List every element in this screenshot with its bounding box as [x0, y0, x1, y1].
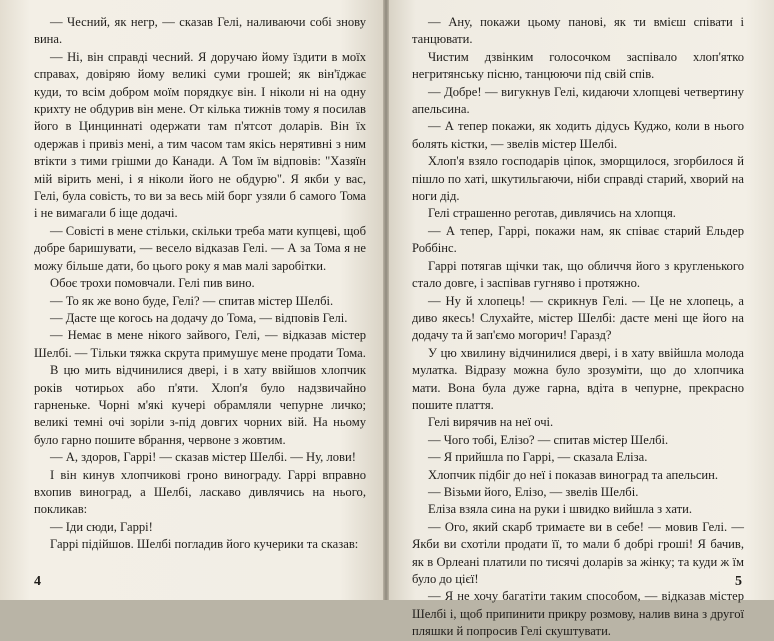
paragraph: — Ану, покажи цьому панові, як ти вмієш співати і танцювати.	[412, 15, 744, 47]
paragraph: — Іди сюди, Гаррі!	[50, 519, 153, 534]
paragraph: Гаррі потягав щічки так, що обличчя його з кругленького стало довге, і заспівав гугняво і протяжно.	[412, 258, 744, 291]
paragraph: Гелі вирячив на неї очі.	[428, 415, 554, 430]
book-gutter	[383, 0, 389, 600]
paragraph: — Я прийшла по Гаррі, — сказала Еліза.	[428, 450, 648, 465]
paragraph: — Ого, який скарб тримаєте ви в себе! — мовив Гелі. — Якби ви схотіли продати її, то мали б добрі гроші! Я бачив, як в Орлеані платили по тисячі доларів за жінку; та куди ж їм було до цієї!	[412, 519, 744, 586]
paragraph: І він кинув хлопчикові гроно винограду. Гаррі вправно вхопив виноград, а Шелбі, ласкаво дивлячись на нього, покликав:	[34, 467, 366, 517]
paragraph: — А тепер покажи, як ходить дідусь Куджо, коли в нього болять кістки, — звелів містер Шелбі.	[412, 119, 744, 151]
paragraph: — Ну й хлопець! — скрикнув Гелі. — Це не хлопець, а диво якесь! Слухайте, містер Шелбі: дасте мені ще його на додачу та й зап'ємо могорич! Гаразд?	[412, 293, 744, 343]
left-page-text	[34, 14, 366, 554]
paragraph: Обоє трохи помовчали. Гелі пив вино.	[50, 276, 255, 291]
right-page	[386, 0, 774, 639]
paragraph: Хлоп'я взяло господарів ціпок, зморщилося, згорбилося й пішло по хаті, шкутильгаючи, ніби справді старий, хворий на ноги дід.	[412, 154, 744, 204]
paragraph: — Ні, він справді чесний. Я доручаю йому їздити в моїх справах, довіряю йому великі суми грошей; як він'їджає куди, то всім добром моїм порядкує він. І ніколи ні на одну крихту не обдурив він мене. От кілька тижнів тому я посилав його в Цинциннаті одержати там п'ятсот доларів. Він їх одержав і привіз мені, а тим часом там якісь нерятивні з ним втікти з тими грішми до Канади. А Том їм відповів: "Хазяїн мій вірить мені, і я ніколи його не обдурю". Я якби у вас, Гелі, була совість, то ви за весь мій борг узяли б самого Тома і не вимагали б іще додачі.	[34, 49, 366, 221]
paragraph: — Візьми його, Елізо, — звелів Шелбі.	[428, 484, 639, 499]
paragraph: — Совісті в мене стільки, скільки треба мати купцеві, щоб добре баришувати, — весело відказав Гелі. — А за Тома я не можу більше дати, бо цього року я мав малі заробітки.	[34, 223, 366, 273]
paragraph: Еліза взяла сина на руки і швидко вийшла з хати.	[428, 502, 693, 517]
page-number-left: 4	[34, 574, 41, 589]
paragraph: Хлопчик підбіг до неї і показав виноград та апельсин.	[428, 467, 719, 482]
paragraph: — То як же воно буде, Гелі? — спитав містер Шелбі.	[50, 293, 334, 308]
paragraph: — Чого тобі, Елізо? — спитав містер Шелбі.	[428, 432, 669, 447]
paragraph: — Чесний, як негр, — сказав Гелі, наливаючи собі знову вина.	[34, 15, 366, 47]
paragraph: — Дасте ще когось на додачу до Тома, — відповів Гелі.	[50, 310, 348, 325]
paragraph: Гелі страшенно реготав, дивлячись на хлопця.	[428, 206, 676, 221]
paragraph: Гаррі підійшов. Шелбі погладив його кучерики та сказав:	[50, 537, 359, 552]
paragraph: У цю хвилину відчинилися двері, і в хату ввійшла молода мулатка. Відразу можна було зрозуміти, що до хлопчика мати. Вона була дуже гарна, вдіта в чепурне, прекрасно пошите плаття.	[412, 345, 744, 412]
paragraph: — Добре! — вигукнув Гелі, кидаючи хлопцеві четвертину апельсина.	[412, 84, 744, 117]
right-page-text	[412, 14, 744, 641]
paragraph: — Немає в мене нікого зайвого, Гелі, — відказав містер Шелбі. — Тільки тяжка скрута примушує мене продати Тома.	[34, 328, 366, 360]
paragraph: — Я не хочу багатіти таким способом, — відказав містер Шелбі і, щоб припинити прикру розмову, налив вина з другої пляшки й попросив Гелі скуштувати.	[412, 589, 744, 639]
paragraph: В цю мить відчинилися двері, і в хату ввійшов хлопчик років чотирьох або п'яти. Хлоп'я було надзвичайно гарненьке. Чорні м'які кучері обрамляли чепурне личко; великі темні очі зоріли з-під довгих чорних вій. На ньому було гарно пошите вбрання, червоне з жовтим.	[34, 363, 366, 447]
page-number-right: 5	[735, 574, 742, 589]
paragraph: — А тепер, Гаррі, покажи нам, як співає старий Ельдер Роббінс.	[412, 223, 744, 256]
paragraph: Чистим дзвінким голосочком заспівало хлоп'ятко негритянську пісню, танцюючи під свій спів.	[412, 49, 744, 82]
paragraph: — А, здоров, Гаррі! — сказав містер Шелбі. — Ну, лови!	[50, 450, 356, 465]
left-page	[0, 0, 386, 600]
